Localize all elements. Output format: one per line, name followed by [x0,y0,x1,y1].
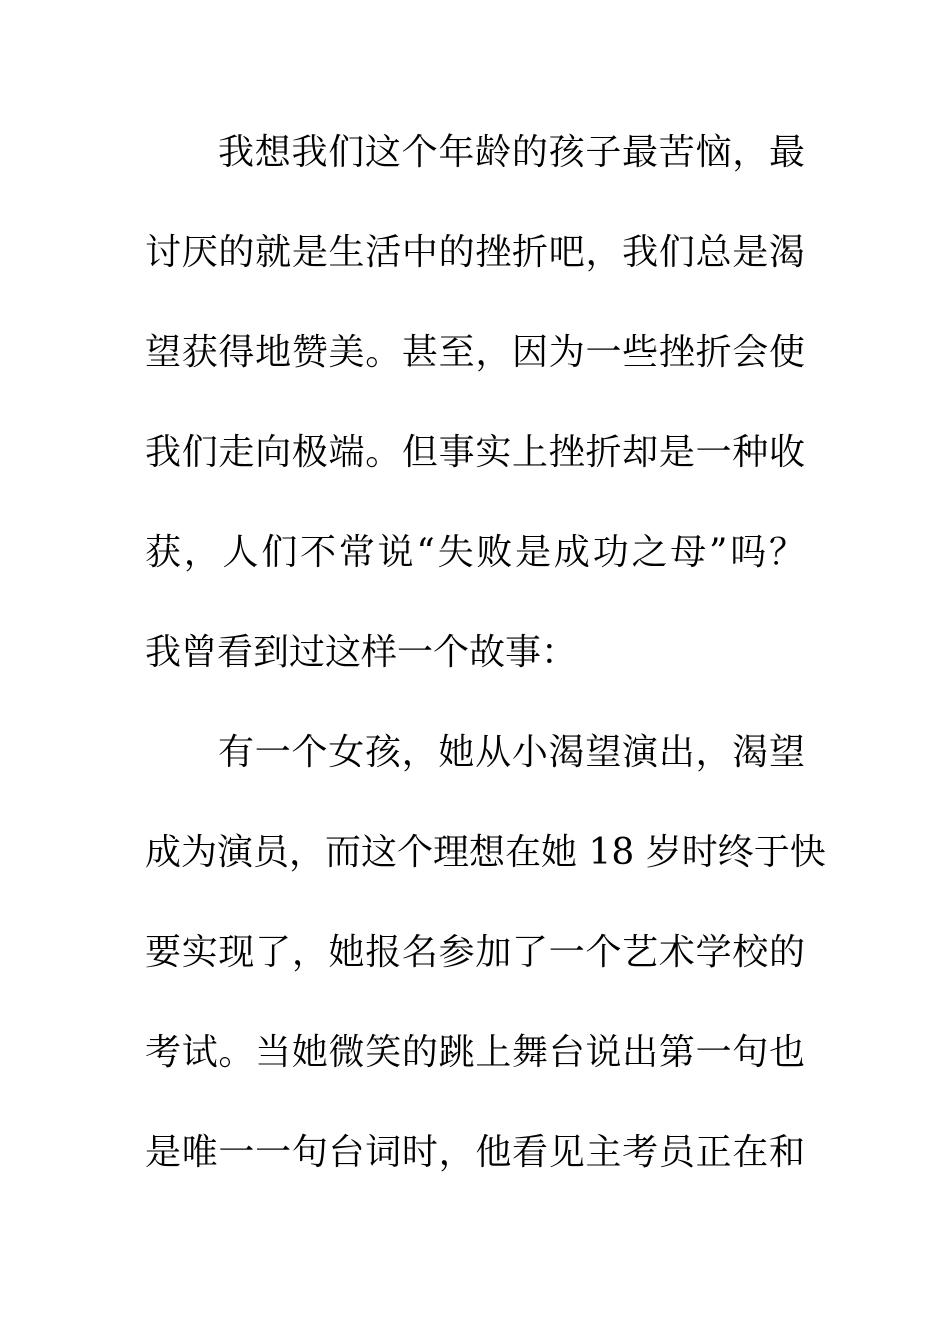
paragraph-2-line-2: 成为演员，而这个理想在她 18 岁时终于快 [145,832,826,873]
paragraph-1-line-5: 获，人们不常说“失败是成功之母”吗？ [145,532,805,573]
paragraph-2-line-3: 要实现了，她报名参加了一个艺术学校的 [145,932,805,973]
paragraph-2-line-5: 是唯一一句台词时，他看见主考员正在和 [145,1132,805,1173]
paragraph-2-line-1: 有一个女孩，她从小渴望演出，渴望 [218,732,805,773]
paragraph-1-line-6: 我曾看到过这样一个故事： [145,632,578,673]
paragraph-1-line-2: 讨厌的就是生活中的挫折吧，我们总是渴 [145,232,805,273]
paragraph-1-line-4: 我们走向极端。但事实上挫折却是一种收 [145,432,805,473]
paragraph-2-line-4: 考试。当她微笑的跳上舞台说出第一句也 [145,1032,805,1073]
paragraph-1-line-1: 我想我们这个年龄的孩子最苦恼，最 [218,132,805,173]
paragraph-1-line-3: 望获得地赞美。甚至，因为一些挫折会使 [145,332,805,373]
